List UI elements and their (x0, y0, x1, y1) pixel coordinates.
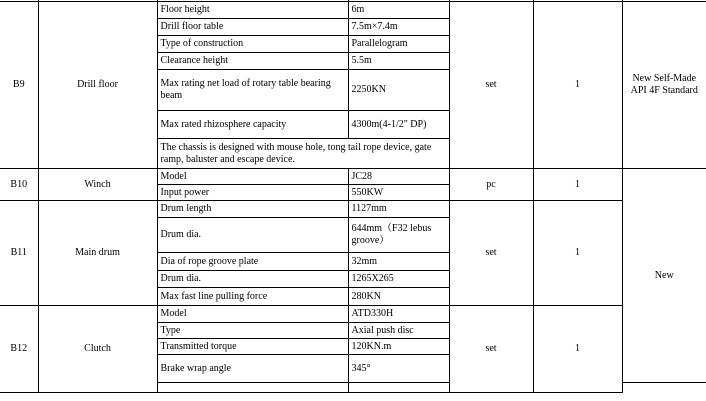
item-remark: New Self-Made API 4F Standard (622, 2, 706, 169)
spec-value: 120KN.m (348, 339, 449, 355)
item-remark: New (622, 169, 706, 383)
spec-value: Axial push disc (348, 323, 449, 339)
spec-value: ATD330H (348, 306, 449, 323)
table-row (0, 169, 706, 185)
item-qty: 1 (533, 201, 622, 306)
spec-param: Brake wrap angle (157, 355, 348, 383)
item-qty: 1 (533, 2, 622, 169)
spec-param: Clearance height (157, 53, 348, 70)
spec-value: 1127mm (348, 201, 449, 218)
spec-value: 550KW (348, 185, 449, 201)
item-unit: pc (449, 169, 533, 201)
spec-note: The chassis is designed with mouse hole, tong tail rope device, gate ramp, baluster and escape device. (157, 139, 449, 169)
item-name: Drill floor (38, 2, 157, 169)
spec-value: JC28 (348, 169, 449, 185)
spec-param: Transmitted torque (157, 339, 348, 355)
table-row (0, 306, 706, 323)
spec-param: Drum dia. (157, 218, 348, 253)
spec-value: 6m (348, 2, 449, 19)
table-row (0, 201, 706, 218)
spec-param: Max rated rhizosphere capacity (157, 111, 348, 139)
spec-value: 7.5m×7.4m (348, 19, 449, 36)
item-number: B11 (0, 201, 38, 306)
spec-param: Model (157, 306, 348, 323)
spec-value: 4300m(4-1/2" DP) (348, 111, 449, 139)
spec-param: Drill floor table (157, 19, 348, 36)
item-number: B9 (0, 2, 38, 169)
item-number: B10 (0, 169, 38, 201)
spec-param: Max rating net load of rotary table bearing beam (157, 70, 348, 111)
spec-param: Type (157, 323, 348, 339)
spec-value: 644mm（F32 lebus groove） (348, 218, 449, 253)
item-name: Main drum (38, 201, 157, 306)
item-unit: set (449, 306, 533, 393)
spec-param: Input power (157, 185, 348, 201)
spec-param: Dia of rope groove plate (157, 253, 348, 271)
spec-param: Drum dia. (157, 271, 348, 288)
table-cell (157, 383, 348, 393)
spec-param: Max fast line pulling force (157, 288, 348, 306)
item-qty: 1 (533, 306, 622, 393)
table-row (0, 2, 706, 19)
item-qty: 1 (533, 169, 622, 201)
spec-param: Type of construction (157, 36, 348, 53)
spec-value: 1265X265 (348, 271, 449, 288)
spec-value: 5.5m (348, 53, 449, 70)
spec-value: 280KN (348, 288, 449, 306)
spec-value: 2250KN (348, 70, 449, 111)
spec-param: Drum length (157, 201, 348, 218)
item-unit: set (449, 201, 533, 306)
spec-value: 32mm (348, 253, 449, 271)
spec-value: 345° (348, 355, 449, 383)
table-cell (348, 383, 449, 393)
item-unit: set (449, 2, 533, 169)
spec-value: Parallelogram (348, 36, 449, 53)
item-name: Winch (38, 169, 157, 201)
item-number: B12 (0, 306, 38, 393)
spec-param: Model (157, 169, 348, 185)
spec-param: Floor height (157, 2, 348, 19)
item-name: Clutch (38, 306, 157, 393)
